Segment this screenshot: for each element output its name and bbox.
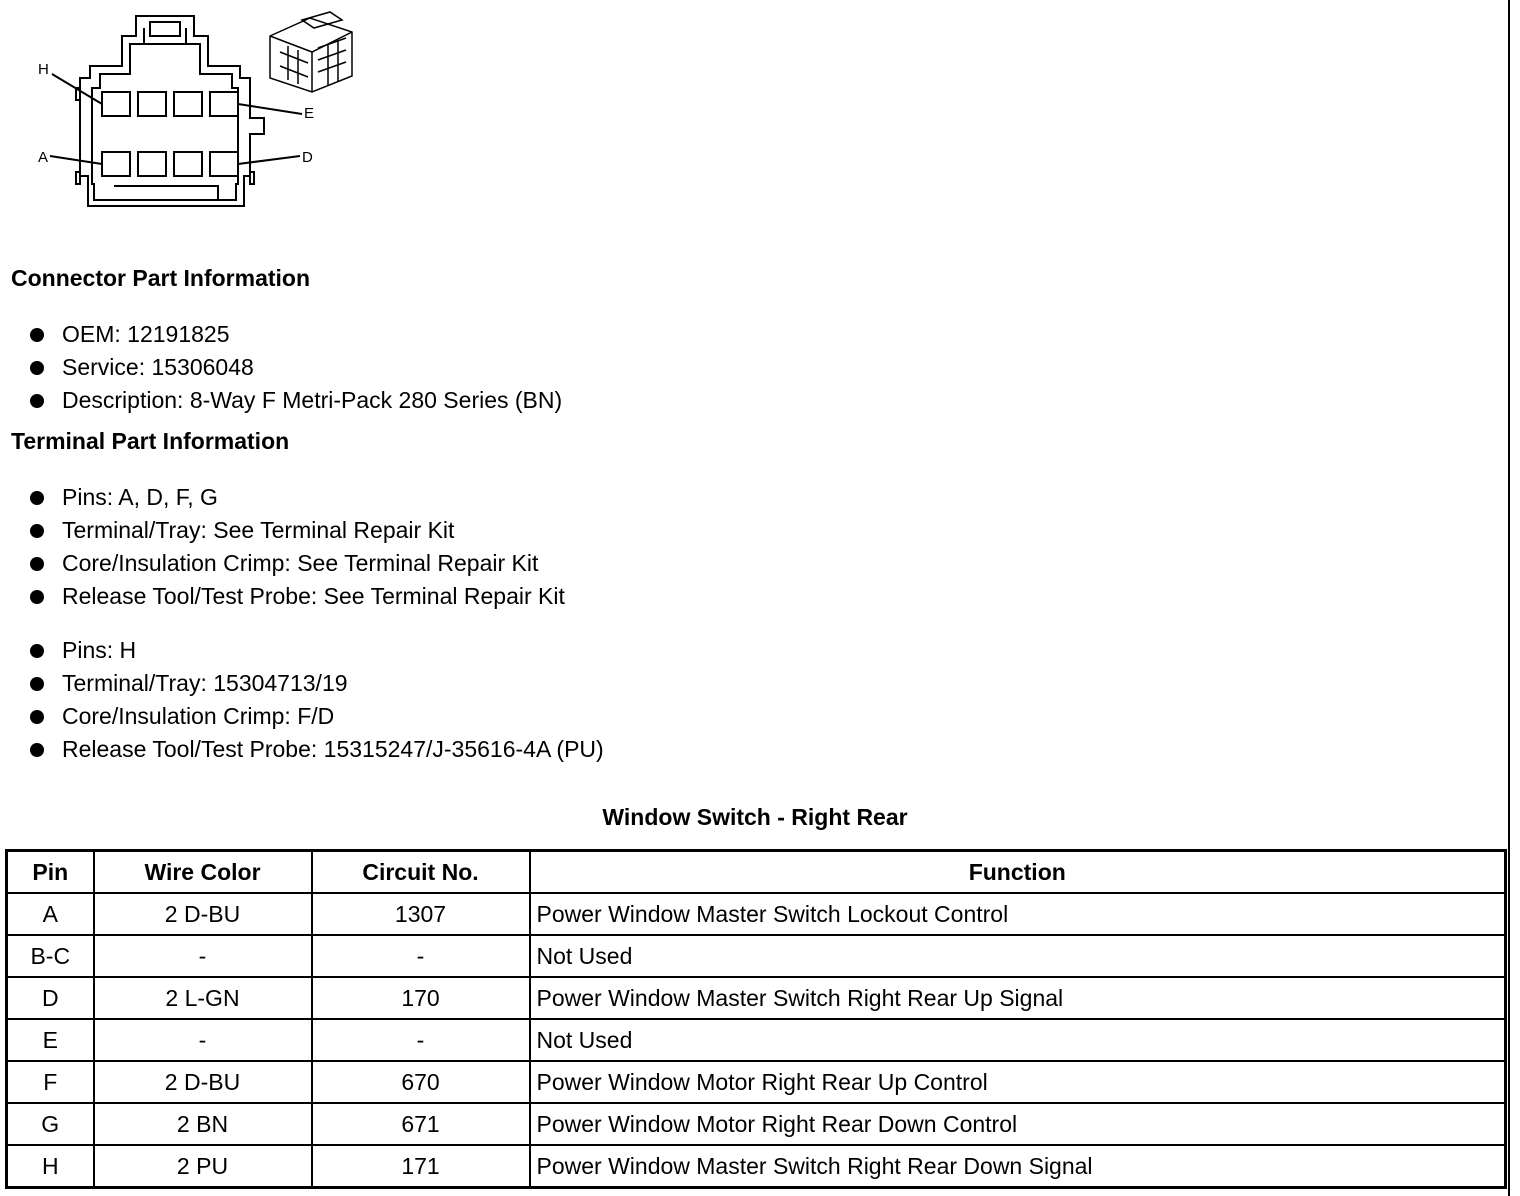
function-cell: Not Used <box>530 1019 1506 1061</box>
wire-color-cell: 2 D-BU <box>94 893 312 935</box>
table-row <box>7 1019 1506 1061</box>
bullet-icon <box>30 677 44 691</box>
pin-cell: B-C <box>7 935 94 977</box>
bullet-icon <box>30 524 44 538</box>
list-item: Pins: H <box>28 634 604 667</box>
connector-info-list <box>28 318 562 417</box>
header-function: Function <box>530 851 1506 894</box>
terminal-info-title: Terminal Part Information <box>11 428 290 454</box>
wire-color-cell: - <box>94 1019 312 1061</box>
wire-color-cell: - <box>94 935 312 977</box>
table-row <box>7 1061 1506 1103</box>
pin-cell: F <box>7 1061 94 1103</box>
list-item: Service: 15306048 <box>28 351 562 384</box>
bullet-icon <box>30 590 44 604</box>
bullet-icon <box>30 710 44 724</box>
table-row <box>7 977 1506 1019</box>
terminal-info-group-1 <box>28 481 565 613</box>
function-cell: Not Used <box>530 935 1506 977</box>
pin-label-d: D <box>302 149 313 166</box>
terminal-info-group-2 <box>28 634 604 766</box>
function-cell: Power Window Master Switch Lockout Control <box>530 893 1506 935</box>
pin-cell: G <box>7 1103 94 1145</box>
connector-face-diagram <box>30 8 370 220</box>
wire-color-cell: 2 BN <box>94 1103 312 1145</box>
wire-color-cell: 2 D-BU <box>94 1061 312 1103</box>
bullet-icon <box>30 644 44 658</box>
pin-cell: D <box>7 977 94 1019</box>
function-cell: Power Window Motor Right Rear Down Control <box>530 1103 1506 1145</box>
pin-cell: E <box>7 1019 94 1061</box>
connector-info-title: Connector Part Information <box>11 265 311 291</box>
function-cell: Power Window Master Switch Right Rear Down Signal <box>530 1145 1506 1188</box>
pin-cell: A <box>7 893 94 935</box>
list-item: Core/Insulation Crimp: F/D <box>28 700 604 733</box>
bullet-icon <box>30 491 44 505</box>
list-item: Pins: A, D, F, G <box>28 481 565 514</box>
function-cell: Power Window Master Switch Right Rear Up Signal <box>530 977 1506 1019</box>
bullet-icon <box>30 361 44 375</box>
wire-color-cell: 2 PU <box>94 1145 312 1188</box>
function-cell: Power Window Motor Right Rear Up Control <box>530 1061 1506 1103</box>
pin-label-h: H <box>38 61 49 78</box>
circuit-cell: 1307 <box>312 893 530 935</box>
list-item: OEM: 12191825 <box>28 318 562 351</box>
page-right-border <box>1508 0 1510 1196</box>
table-row <box>7 893 1506 935</box>
header-circuit-no: Circuit No. <box>312 851 530 894</box>
bullet-icon <box>30 557 44 571</box>
header-wire-color: Wire Color <box>94 851 312 894</box>
pin-label-e: E <box>304 105 315 122</box>
header-pin: Pin <box>7 851 94 894</box>
bullet-icon <box>30 394 44 408</box>
wire-color-cell: 2 L-GN <box>94 977 312 1019</box>
table-header-row <box>7 851 1506 894</box>
pin-cell: H <box>7 1145 94 1188</box>
pinout-table <box>5 849 1507 1189</box>
circuit-cell: 171 <box>312 1145 530 1188</box>
table-title: Window Switch - Right Rear <box>602 804 908 830</box>
list-item: Release Tool/Test Probe: See Terminal Repair Kit <box>28 580 565 613</box>
list-item: Terminal/Tray: 15304713/19 <box>28 667 604 700</box>
list-item: Core/Insulation Crimp: See Terminal Repair Kit <box>28 547 565 580</box>
bullet-icon <box>30 743 44 757</box>
circuit-cell: 670 <box>312 1061 530 1103</box>
table-row <box>7 935 1506 977</box>
pin-label-a: A <box>38 149 49 166</box>
circuit-cell: - <box>312 935 530 977</box>
list-item: Terminal/Tray: See Terminal Repair Kit <box>28 514 565 547</box>
table-row <box>7 1103 1506 1145</box>
circuit-cell: 671 <box>312 1103 530 1145</box>
bullet-icon <box>30 328 44 342</box>
list-item: Description: 8-Way F Metri-Pack 280 Series (BN) <box>28 384 562 417</box>
table-row <box>7 1145 1506 1188</box>
circuit-cell: 170 <box>312 977 530 1019</box>
list-item: Release Tool/Test Probe: 15315247/J-35616-4A (PU) <box>28 733 604 766</box>
circuit-cell: - <box>312 1019 530 1061</box>
